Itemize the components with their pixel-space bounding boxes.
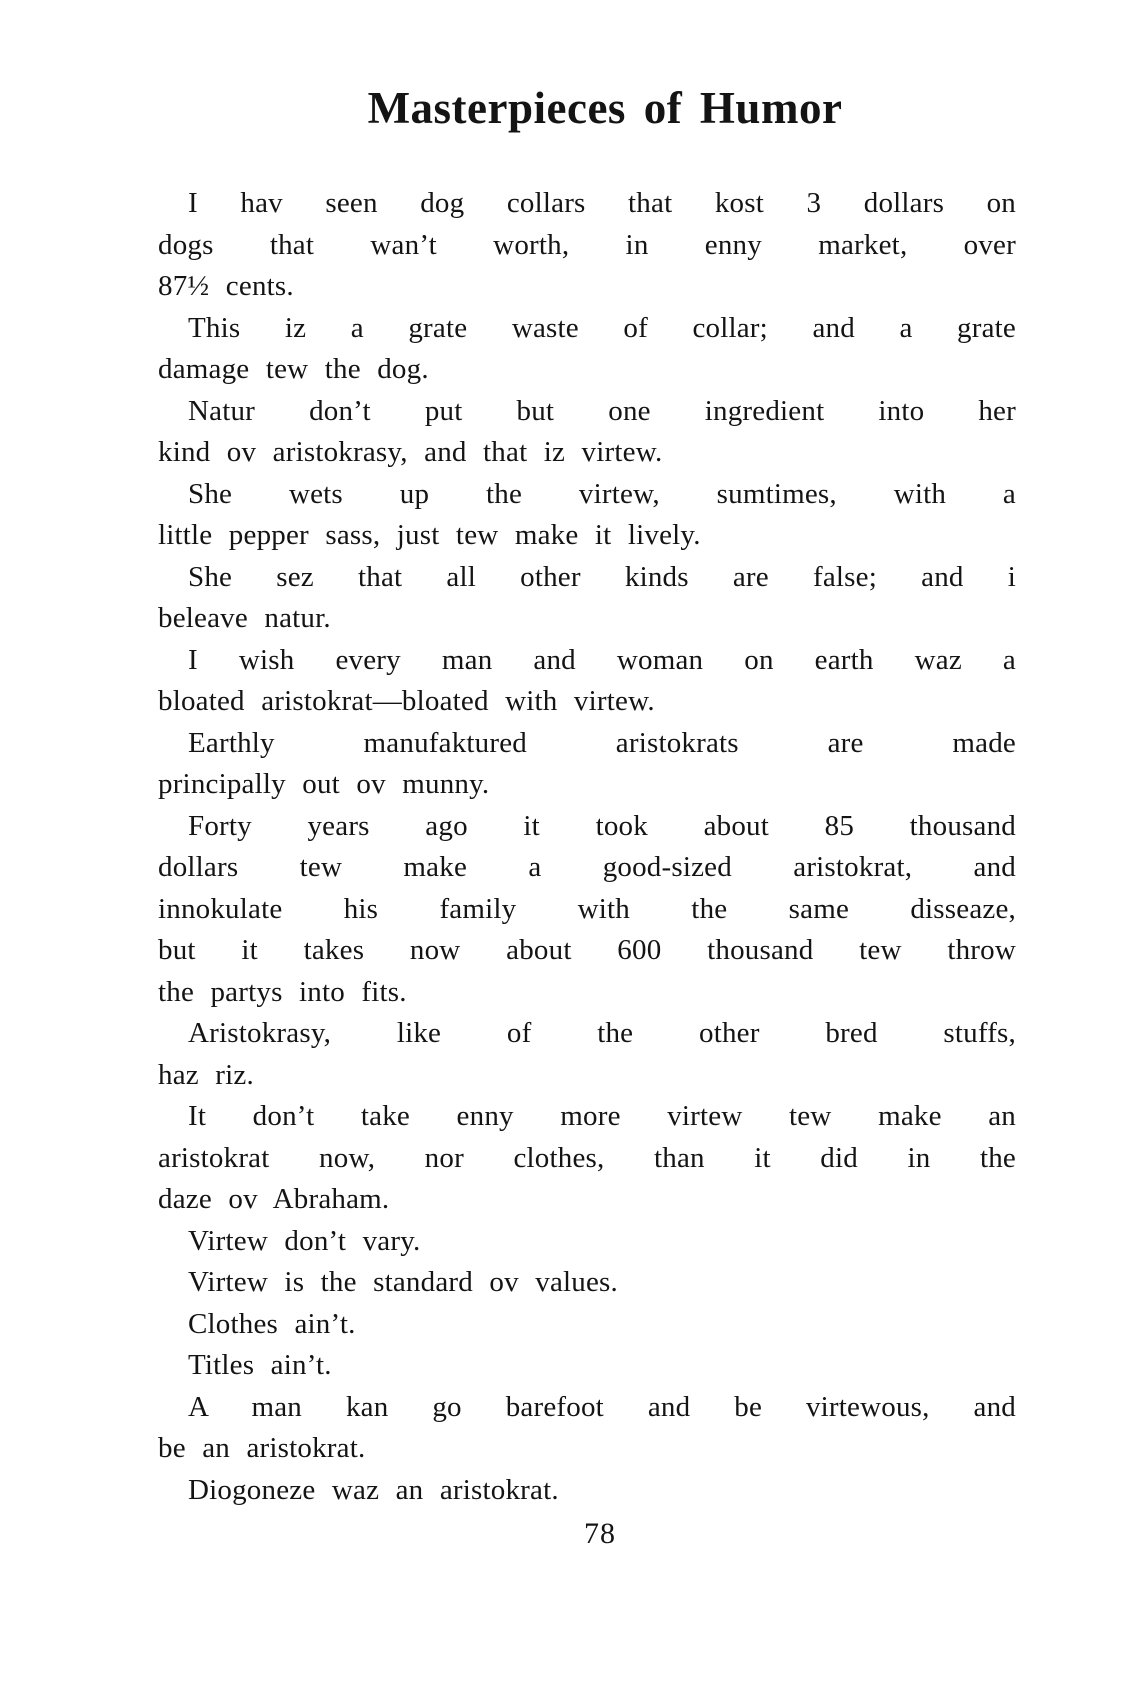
text-line: I hav seen dog collars that kost 3 dollars on xyxy=(188,187,1016,219)
text-line: Virtew don’t vary. xyxy=(188,1224,421,1257)
text-line: kind ov aristokrasy, and that iz virtew. xyxy=(158,436,663,468)
text-line: This iz a grate waste of collar; and a grate xyxy=(188,311,1016,344)
text-line: Diogoneze waz an aristokrat. xyxy=(188,1473,559,1506)
text-line: little pepper sass, just tew make it lively. xyxy=(158,519,701,551)
text-line: Clothes ain’t. xyxy=(188,1307,356,1340)
text-line: Earthly manufaktured aristokrats are made xyxy=(188,726,1016,759)
text-line: principally out ov munny. xyxy=(158,768,490,800)
page-title: Masterpieces of Humor xyxy=(367,83,843,133)
text-line: haz riz. xyxy=(158,1058,254,1091)
page-number: 78 xyxy=(584,1517,616,1550)
text-line: It don’t take enny more virtew tew make an xyxy=(188,1100,1016,1132)
text-line: Aristokrasy, like of the other bred stuffs, xyxy=(188,1017,1016,1049)
text-line: Titles ain’t. xyxy=(188,1349,332,1381)
text-line: A man kan go barefoot and be virtewous, and xyxy=(188,1390,1016,1423)
text-line: aristokrat now, nor clothes, than it did in the xyxy=(158,1141,1016,1174)
text-line: 87½ cents. xyxy=(158,270,294,302)
text-line: be an aristokrat. xyxy=(158,1432,366,1464)
text-line: damage tew the dog. xyxy=(158,353,429,385)
text-line: Forty years ago it took about 85 thousand xyxy=(188,809,1016,842)
text-line: bloated aristokrat—bloated with virtew. xyxy=(158,685,655,717)
text-line: I wish every man and woman on earth waz a xyxy=(188,643,1016,676)
text-line: dollars tew make a good-sized aristokrat, and xyxy=(158,851,1016,883)
text-line: Virtew is the standard ov values. xyxy=(188,1266,618,1298)
text-line: innokulate his family with the same disseaze, xyxy=(158,892,1016,925)
text-line: She sez that all other kinds are false; and i xyxy=(188,560,1016,593)
text-line: Natur don’t put but one ingredient into her xyxy=(188,394,1016,427)
page-body xyxy=(158,183,1016,1511)
text-line: daze ov Abraham. xyxy=(158,1183,390,1215)
text-line: but it takes now about 600 thousand tew throw xyxy=(158,934,1016,966)
text-line: dogs that wan’t worth, in enny market, over xyxy=(158,228,1016,261)
text-line: She wets up the virtew, sumtimes, with a xyxy=(188,477,1016,510)
text-line: the partys into fits. xyxy=(158,975,407,1008)
text-line: beleave natur. xyxy=(158,602,331,634)
